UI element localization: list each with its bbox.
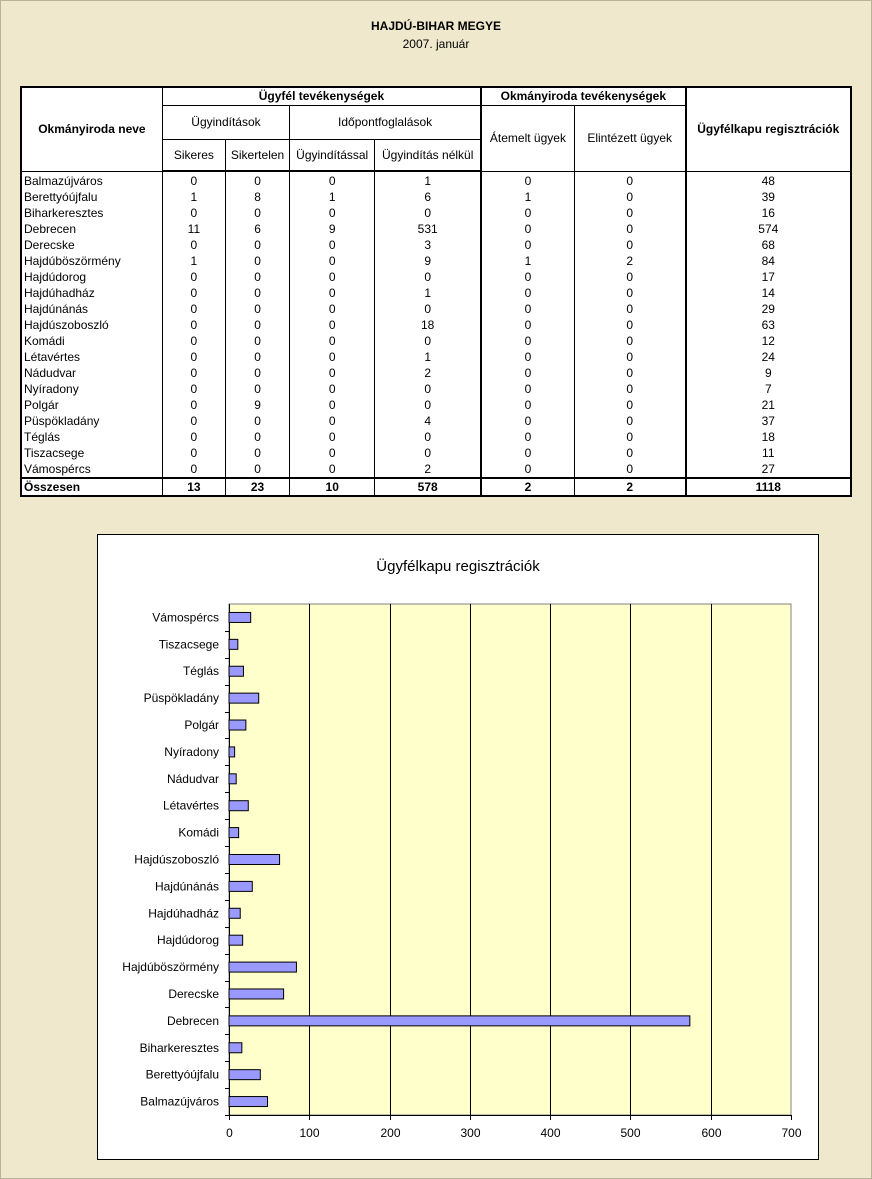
category-label: Derecske <box>168 986 219 1001</box>
value-cell: 0 <box>481 269 574 285</box>
value-cell: 7 <box>686 381 851 397</box>
table-row <box>21 253 851 269</box>
total-cell: 578 <box>375 478 481 496</box>
value-cell: 24 <box>686 349 851 365</box>
office-name-cell: Hajdúnánás <box>21 301 162 317</box>
bar <box>229 881 252 891</box>
office-name-cell: Püspökladány <box>21 413 162 429</box>
value-cell: 0 <box>375 269 481 285</box>
value-cell: 84 <box>686 253 851 269</box>
table-row <box>21 237 851 253</box>
value-cell: 0 <box>375 333 481 349</box>
value-cell: 14 <box>686 285 851 301</box>
value-cell: 63 <box>686 317 851 333</box>
value-cell: 0 <box>481 221 574 237</box>
office-name-cell: Biharkeresztes <box>21 205 162 221</box>
bar <box>229 1043 242 1053</box>
value-cell: 0 <box>481 445 574 461</box>
value-cell: 9 <box>290 221 375 237</box>
value-cell: 0 <box>574 397 685 413</box>
value-cell: 0 <box>574 301 685 317</box>
value-cell: 0 <box>290 429 375 445</box>
office-name-cell: Létavértes <box>21 349 162 365</box>
table-row <box>21 445 851 461</box>
bar <box>229 1070 260 1080</box>
total-row <box>21 478 851 496</box>
value-cell: 0 <box>574 171 685 189</box>
value-cell: 1 <box>375 349 481 365</box>
header-with-case-start: Ügyindítással <box>290 139 375 171</box>
value-cell: 0 <box>481 301 574 317</box>
value-cell: 0 <box>162 349 225 365</box>
value-cell: 0 <box>162 171 225 189</box>
value-cell: 0 <box>225 285 289 301</box>
value-cell: 6 <box>375 189 481 205</box>
office-name-cell: Derecske <box>21 237 162 253</box>
header-case-starts: Ügyindítások <box>162 105 289 139</box>
office-name-cell: Debrecen <box>21 221 162 237</box>
table-row <box>21 349 851 365</box>
table-row <box>21 333 851 349</box>
category-label: Hajdúhadház <box>148 906 219 921</box>
header-successful: Sikeres <box>162 139 225 171</box>
value-cell: 531 <box>375 221 481 237</box>
office-name-cell: Téglás <box>21 429 162 445</box>
value-cell: 0 <box>375 205 481 221</box>
header-office-name: Okmányiroda neve <box>21 87 162 171</box>
value-cell: 0 <box>574 269 685 285</box>
value-cell: 0 <box>375 429 481 445</box>
value-cell: 0 <box>290 285 375 301</box>
value-cell: 0 <box>162 381 225 397</box>
value-cell: 0 <box>375 301 481 317</box>
value-cell: 0 <box>290 171 375 189</box>
bar <box>229 747 235 757</box>
x-tick-label: 300 <box>460 1126 481 1140</box>
bar <box>229 774 236 784</box>
office-name-cell: Hajdúhadház <box>21 285 162 301</box>
value-cell: 0 <box>290 205 375 221</box>
category-label: Nyíradony <box>164 744 219 759</box>
table-row <box>21 285 851 301</box>
bar <box>229 1016 690 1026</box>
category-label: Debrecen <box>166 1013 219 1028</box>
value-cell: 0 <box>290 413 375 429</box>
value-cell: 48 <box>686 171 851 189</box>
value-cell: 0 <box>290 317 375 333</box>
category-label: Polgár <box>184 718 219 733</box>
value-cell: 0 <box>574 365 685 381</box>
value-cell: 0 <box>574 221 685 237</box>
value-cell: 0 <box>225 381 289 397</box>
value-cell: 0 <box>481 413 574 429</box>
category-label: Hajdúdorog <box>156 933 219 948</box>
value-cell: 574 <box>686 221 851 237</box>
value-cell: 12 <box>686 333 851 349</box>
bar <box>229 693 259 703</box>
statistics-table <box>20 86 852 497</box>
header-client-gate: Ügyfélkapu regisztrációk <box>686 87 851 171</box>
header-transferred: Átemelt ügyek <box>481 105 574 171</box>
office-name-cell: Hajdúböszörmény <box>21 253 162 269</box>
header-unsuccessful: Sikertelen <box>225 139 289 171</box>
category-label: Vámospércs <box>152 610 219 625</box>
bar <box>229 908 240 918</box>
value-cell: 0 <box>225 333 289 349</box>
value-cell: 0 <box>162 429 225 445</box>
value-cell: 0 <box>574 445 685 461</box>
value-cell: 0 <box>225 205 289 221</box>
plot-area <box>229 604 791 1115</box>
value-cell: 16 <box>686 205 851 221</box>
value-cell: 0 <box>481 365 574 381</box>
office-name-cell: Balmazújváros <box>21 171 162 189</box>
total-cell: 10 <box>290 478 375 496</box>
header-without-case-start: Ügyindítás nélkül <box>375 139 481 171</box>
value-cell: 0 <box>574 381 685 397</box>
table-row <box>21 171 851 189</box>
value-cell: 0 <box>162 317 225 333</box>
category-label: Tiszacsege <box>158 637 219 652</box>
office-name-cell: Polgár <box>21 397 162 413</box>
office-name-cell: Nyíradony <box>21 381 162 397</box>
category-label: Nádudvar <box>166 771 219 786</box>
x-tick-label: 0 <box>226 1126 233 1140</box>
value-cell: 0 <box>290 301 375 317</box>
value-cell: 0 <box>225 253 289 269</box>
bar <box>229 1097 268 1107</box>
value-cell: 0 <box>574 317 685 333</box>
table-row <box>21 381 851 397</box>
value-cell: 0 <box>290 253 375 269</box>
table-row <box>21 221 851 237</box>
bar <box>229 801 248 811</box>
office-name-cell: Nádudvar <box>21 365 162 381</box>
x-tick-label: 500 <box>620 1126 641 1140</box>
value-cell: 0 <box>481 205 574 221</box>
category-label: Biharkeresztes <box>139 1040 219 1055</box>
value-cell: 0 <box>290 445 375 461</box>
bar-chart-svg <box>98 535 818 1159</box>
category-label: Létavértes <box>162 798 219 813</box>
value-cell: 3 <box>375 237 481 253</box>
total-cell: Összesen <box>21 478 162 496</box>
value-cell: 1 <box>162 189 225 205</box>
total-cell: 2 <box>574 478 685 496</box>
value-cell: 0 <box>481 333 574 349</box>
value-cell: 0 <box>481 285 574 301</box>
value-cell: 39 <box>686 189 851 205</box>
value-cell: 0 <box>574 285 685 301</box>
total-cell: 23 <box>225 478 289 496</box>
value-cell: 0 <box>225 365 289 381</box>
value-cell: 18 <box>375 317 481 333</box>
office-name-cell: Hajdúszoboszló <box>21 317 162 333</box>
value-cell: 0 <box>481 317 574 333</box>
chart-title: Ügyfélkapu regisztrációk <box>376 558 540 575</box>
category-label: Hajdúnánás <box>154 879 219 894</box>
value-cell: 1 <box>481 189 574 205</box>
bar <box>229 639 238 649</box>
value-cell: 68 <box>686 237 851 253</box>
value-cell: 0 <box>162 461 225 478</box>
value-cell: 29 <box>686 301 851 317</box>
value-cell: 21 <box>686 397 851 413</box>
office-name-cell: Hajdúdorog <box>21 269 162 285</box>
value-cell: 1 <box>375 285 481 301</box>
value-cell: 4 <box>375 413 481 429</box>
category-label: Balmazújváros <box>140 1094 219 1109</box>
category-label: Komádi <box>178 825 219 840</box>
value-cell: 1 <box>481 253 574 269</box>
value-cell: 8 <box>225 189 289 205</box>
table-row <box>21 189 851 205</box>
value-cell: 0 <box>290 333 375 349</box>
table-row <box>21 317 851 333</box>
total-cell: 13 <box>162 478 225 496</box>
value-cell: 0 <box>574 413 685 429</box>
value-cell: 11 <box>686 445 851 461</box>
table-row <box>21 429 851 445</box>
value-cell: 9 <box>686 365 851 381</box>
value-cell: 1 <box>290 189 375 205</box>
value-cell: 0 <box>162 285 225 301</box>
value-cell: 0 <box>225 429 289 445</box>
value-cell: 37 <box>686 413 851 429</box>
value-cell: 1 <box>375 171 481 189</box>
value-cell: 0 <box>225 461 289 478</box>
table-row <box>21 413 851 429</box>
page-subtitle: 2007. január <box>402 37 470 51</box>
office-name-cell: Vámospércs <box>21 461 162 478</box>
bar <box>229 962 296 972</box>
value-cell: 0 <box>574 349 685 365</box>
value-cell: 0 <box>225 413 289 429</box>
value-cell: 0 <box>162 445 225 461</box>
total-cell: 2 <box>481 478 574 496</box>
value-cell: 2 <box>574 253 685 269</box>
category-label: Hajdúböszörmény <box>122 960 219 975</box>
value-cell: 0 <box>574 205 685 221</box>
table-row <box>21 205 851 221</box>
value-cell: 0 <box>481 381 574 397</box>
category-label: Hajdúszoboszló <box>134 852 219 867</box>
x-tick-label: 600 <box>701 1126 722 1140</box>
value-cell: 18 <box>686 429 851 445</box>
value-cell: 0 <box>574 429 685 445</box>
table-row <box>21 397 851 413</box>
value-cell: 0 <box>481 349 574 365</box>
value-cell: 0 <box>162 397 225 413</box>
header-completed: Elintézett ügyek <box>574 105 685 171</box>
office-name-cell: Berettyóújfalu <box>21 189 162 205</box>
value-cell: 17 <box>686 269 851 285</box>
category-label: Téglás <box>182 664 219 679</box>
category-label: Püspökladány <box>143 691 219 706</box>
value-cell: 0 <box>225 445 289 461</box>
value-cell: 0 <box>290 461 375 478</box>
value-cell: 0 <box>574 333 685 349</box>
x-tick-label: 400 <box>540 1126 561 1140</box>
bar <box>229 666 243 676</box>
value-cell: 0 <box>290 349 375 365</box>
office-name-cell: Komádi <box>21 333 162 349</box>
value-cell: 0 <box>574 189 685 205</box>
value-cell: 0 <box>162 413 225 429</box>
value-cell: 0 <box>225 269 289 285</box>
value-cell: 0 <box>225 349 289 365</box>
table-row <box>21 269 851 285</box>
value-cell: 9 <box>225 397 289 413</box>
table-row <box>21 461 851 478</box>
value-cell: 0 <box>162 269 225 285</box>
value-cell: 0 <box>481 397 574 413</box>
value-cell: 0 <box>290 365 375 381</box>
value-cell: 6 <box>225 221 289 237</box>
bar <box>229 935 243 945</box>
x-tick-label: 200 <box>380 1126 401 1140</box>
value-cell: 0 <box>290 381 375 397</box>
value-cell: 0 <box>162 301 225 317</box>
value-cell: 0 <box>225 317 289 333</box>
value-cell: 0 <box>225 301 289 317</box>
value-cell: 0 <box>290 237 375 253</box>
page-title: HAJDÚ-BIHAR MEGYE <box>370 19 501 33</box>
value-cell: 0 <box>290 269 375 285</box>
value-cell: 0 <box>574 461 685 478</box>
value-cell: 0 <box>375 397 481 413</box>
value-cell: 9 <box>375 253 481 269</box>
bar <box>229 612 251 622</box>
value-cell: 0 <box>375 381 481 397</box>
value-cell: 27 <box>686 461 851 478</box>
header-appointments: Időpontfoglalások <box>290 105 481 139</box>
table-row <box>21 301 851 317</box>
header-group-office: Okmányiroda tevékenységek <box>481 87 685 105</box>
x-tick-label: 100 <box>299 1126 320 1140</box>
value-cell: 0 <box>375 445 481 461</box>
value-cell: 0 <box>162 333 225 349</box>
header-group-client: Ügyfél tevékenységek <box>162 87 481 105</box>
value-cell: 1 <box>162 253 225 269</box>
value-cell: 0 <box>481 461 574 478</box>
value-cell: 0 <box>162 365 225 381</box>
bar <box>229 989 284 999</box>
bar <box>229 828 239 838</box>
bar-chart <box>97 534 819 1160</box>
value-cell: 0 <box>225 237 289 253</box>
x-tick-label: 700 <box>781 1126 802 1140</box>
bar <box>229 720 246 730</box>
value-cell: 0 <box>225 171 289 189</box>
total-cell: 1118 <box>686 478 851 496</box>
value-cell: 0 <box>481 429 574 445</box>
value-cell: 0 <box>162 205 225 221</box>
category-label: Berettyóújfalu <box>145 1067 219 1082</box>
value-cell: 0 <box>290 397 375 413</box>
office-name-cell: Tiszacsege <box>21 445 162 461</box>
value-cell: 0 <box>481 171 574 189</box>
value-cell: 0 <box>481 237 574 253</box>
value-cell: 0 <box>574 237 685 253</box>
value-cell: 2 <box>375 461 481 478</box>
value-cell: 11 <box>162 221 225 237</box>
bar <box>229 855 280 865</box>
value-cell: 0 <box>162 237 225 253</box>
value-cell: 2 <box>375 365 481 381</box>
table-row <box>21 365 851 381</box>
